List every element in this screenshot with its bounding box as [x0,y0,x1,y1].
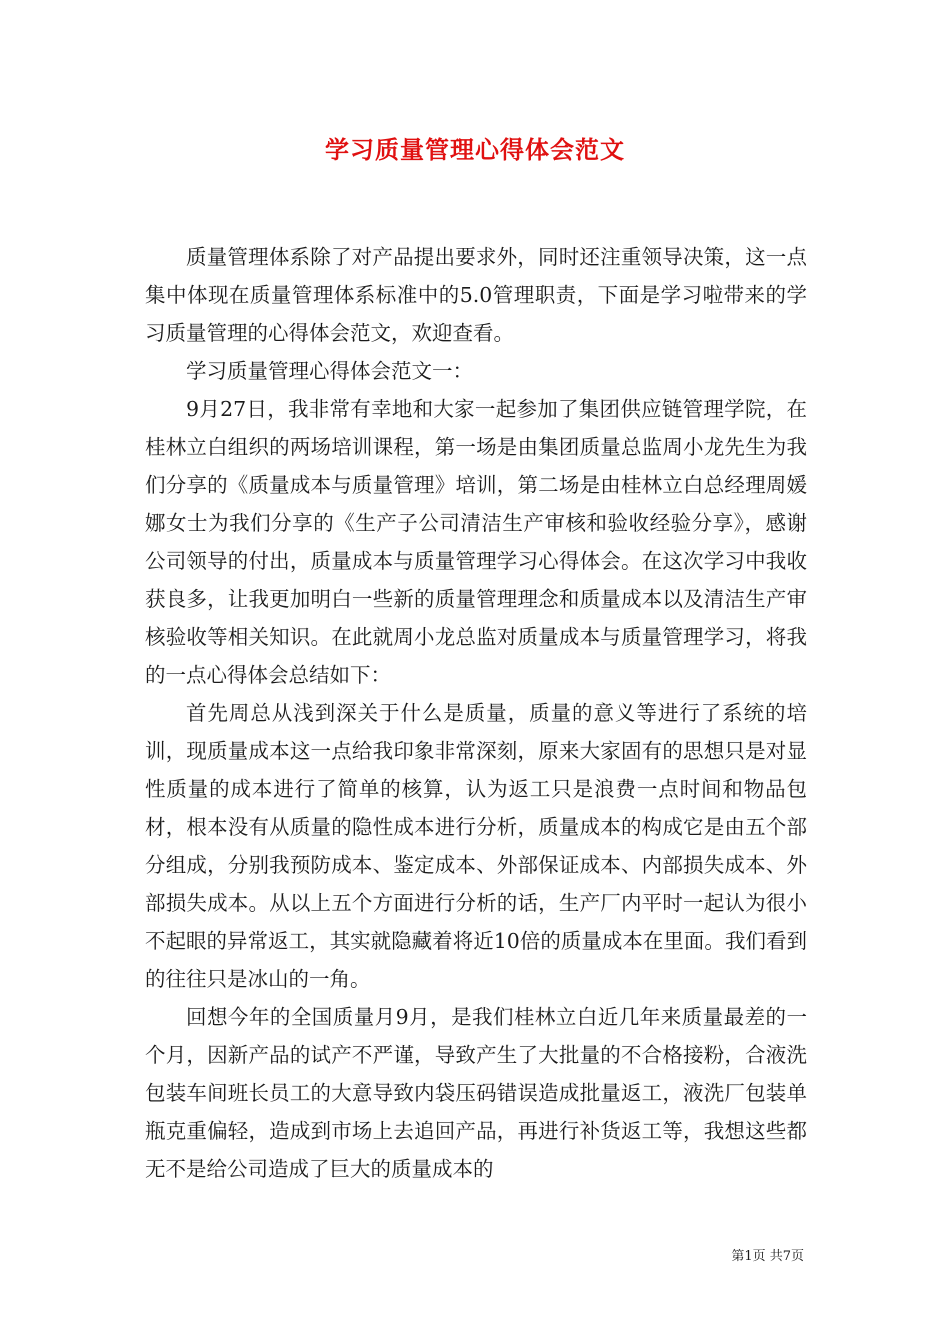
paragraph-training: 9月27日，我非常有幸地和大家一起参加了集团供应链管理学院，在桂林立白组织的两场培训课程，第一场是由集团质量总监周小龙先生为我们分享的《质量成本与质量管理》培训，第二场是由桂林立白总经理周媛娜女士为我们分享的《生产子公司清洁生产审核和验收经验分享》，感谢公司领导的付出，质量成本与质量管理学习心得体会。在这次学习中我收获良多，让我更加明白一些新的质量管理理念和质量成本以及清洁生产审核验收等相关知识。在此就周小龙总监对质量成本与质量管理学习，将我的一点心得体会总结如下： [145,397,807,687]
paragraph-intro: 质量管理体系除了对产品提出要求外，同时还注重领导决策，这一点集中体现在质量管理体系标准中的5.0管理职责，下面是学习啦带来的学习质量管理的心得体会范文，欢迎查看。 [145,245,807,345]
page-number: 第1页 共7页 [731,1249,804,1264]
paragraph-quality-cost: 首先周总从浅到深关于什么是质量，质量的意义等进行了系统的培训，现质量成本这一点给我印象非常深刻，原来大家固有的思想只是对显性质量的成本进行了简单的核算，认为返工只是浪费一点时间和物品包材，根本没有从质量的隐性成本进行分析，质量成本的构成它是由五个部分组成，分别我预防成本、鉴定成本、外部保证成本、内部损失成本、外部损失成本。从以上五个方面进行分析的话，生产厂内平时一起认为很小不起眼的异常返工，其实就隐藏着将近10倍的质量成本在里面。我们看到的往往只是冰山的一角。 [145,701,807,991]
document-body [145,238,807,1188]
document-title: 学习质量管理心得体会范文 [325,135,625,164]
paragraph-quality-month: 回想今年的全国质量月9月，是我们桂林立白近几年来质量最差的一个月，因新产品的试产不严谨，导致产生了大批量的不合格接粉，合液洗包装车间班长员工的大意导致内袋压码错误造成批量返工，液洗厂包装单瓶克重偏轻，造成到市场上去追回产品，再进行补货返工等，我想这些都无不是给公司造成了巨大的质量成本的 [145,1005,807,1181]
paragraph-section-heading: 学习质量管理心得体会范文一： [186,359,473,383]
